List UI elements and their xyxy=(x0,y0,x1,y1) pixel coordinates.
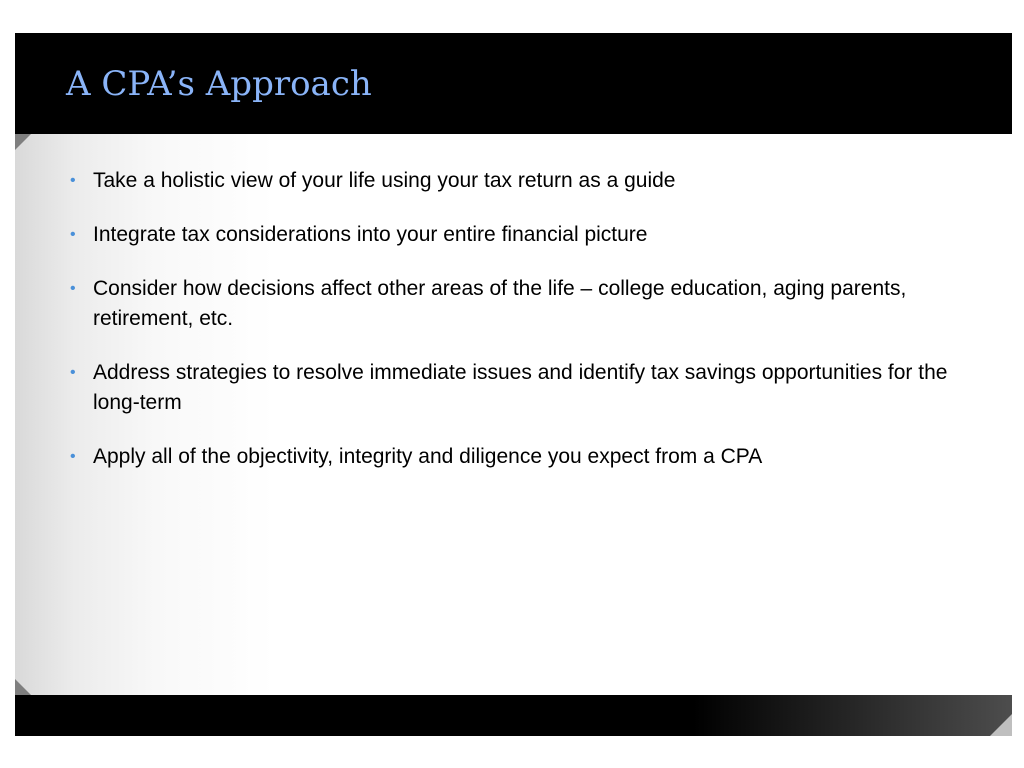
bullet-icon: • xyxy=(70,280,76,297)
bullet-text: Address strategies to resolve immediate issues and identify tax savings opportunities for the long-term xyxy=(93,361,948,414)
page-fold-top-decoration xyxy=(15,134,31,150)
bullet-list xyxy=(70,166,970,496)
page-fold-bottom-decoration xyxy=(15,679,31,695)
slide-title: A CPA’s Approach xyxy=(66,64,372,104)
page-curl-corner-decoration xyxy=(990,714,1012,736)
footer-bar xyxy=(15,695,1012,736)
bullet-icon: • xyxy=(70,172,76,189)
bullet-item xyxy=(70,442,970,472)
bullet-item xyxy=(70,358,970,418)
bullet-icon: • xyxy=(70,226,76,243)
bullet-item xyxy=(70,166,970,196)
bullet-text: Consider how decisions affect other areas of the life – college education, aging parents, retirement, etc. xyxy=(93,277,907,330)
bullet-text: Integrate tax considerations into your entire financial picture xyxy=(93,223,648,246)
bullet-item xyxy=(70,220,970,250)
bullet-text: Take a holistic view of your life using your tax return as a guide xyxy=(93,169,676,192)
bullet-item xyxy=(70,274,970,334)
bullet-icon: • xyxy=(70,364,76,381)
bullet-text: Apply all of the objectivity, integrity and diligence you expect from a CPA xyxy=(93,445,763,468)
bullet-icon: • xyxy=(70,448,76,465)
